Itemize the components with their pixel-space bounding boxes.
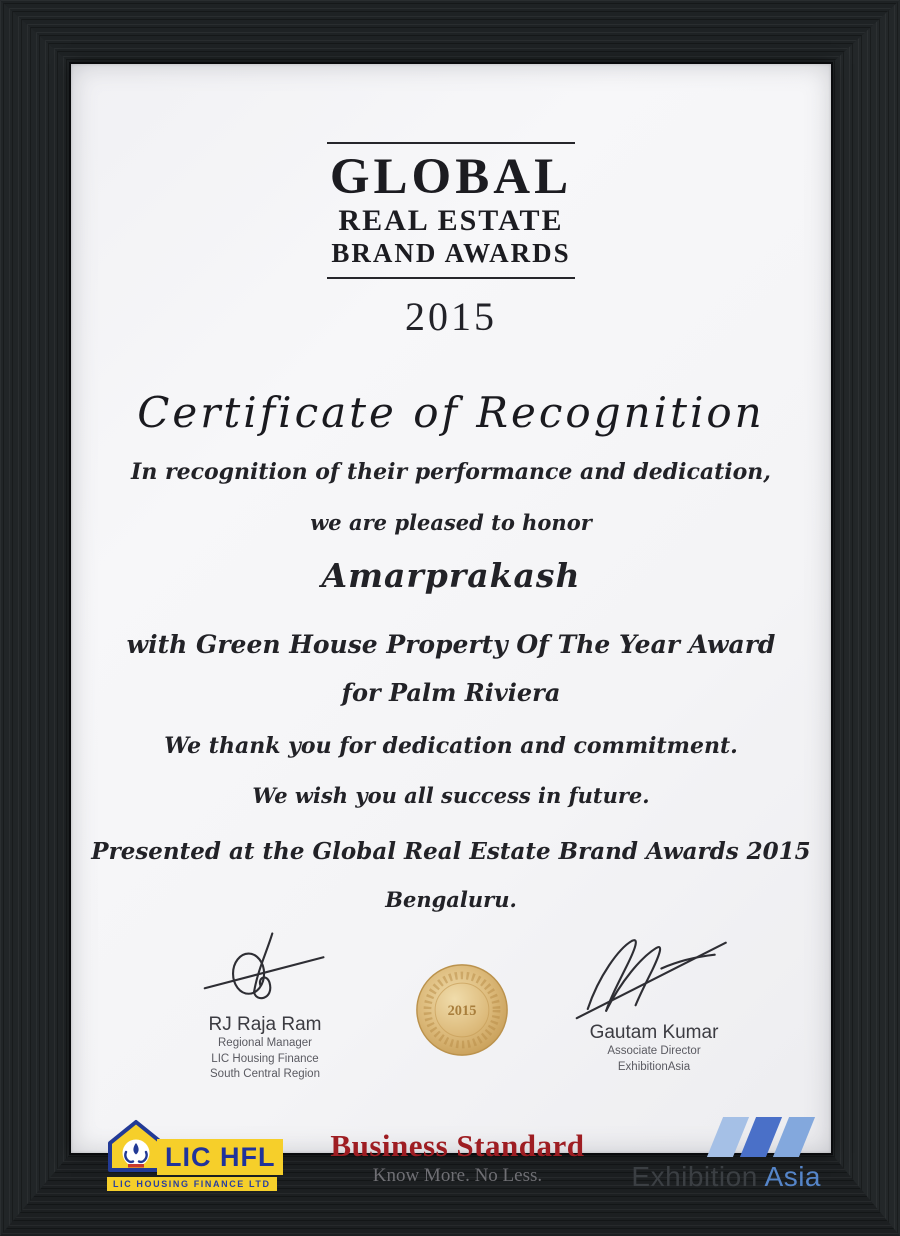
business-standard-tagline: Know More. No Less. (372, 1165, 543, 1187)
exhibition-asia-word2: Asia (764, 1160, 821, 1192)
signature-left-icon (190, 928, 340, 1012)
seal-year-text: 2015 (447, 1002, 477, 1019)
intro-line-2: we are pleased to honor (310, 510, 592, 536)
frame-right (831, 0, 900, 1236)
masthead-line3: BRAND AWARDS (331, 237, 571, 268)
signatory-left (135, 928, 395, 1083)
lic-hfl-wordmark: LIC HFL (157, 1139, 283, 1175)
signature-right-icon (570, 928, 738, 1020)
frame-left (0, 0, 71, 1236)
signatory-right (529, 928, 779, 1075)
masthead-line1: GLOBAL (329, 149, 573, 205)
signatory-left-title-3: South Central Region (210, 1068, 320, 1081)
exhibition-asia-logo (631, 1117, 821, 1193)
gold-seal-icon (414, 962, 510, 1058)
signatory-left-name: RJ Raja Ram (208, 1014, 322, 1036)
certificate-paper (71, 64, 831, 1192)
lic-hfl-logo (107, 1119, 283, 1191)
intro-line-1: In recognition of their performance and dedication, (131, 459, 771, 486)
recipient-name: Amarprakash (321, 556, 581, 596)
city-line: Bengaluru. (385, 887, 517, 913)
thanks-line-2: We wish you all success in future. (252, 783, 650, 809)
signatory-right-name: Gautam Kumar (589, 1022, 719, 1044)
lic-full-name: LIC HOUSING FINANCE LTD (107, 1177, 277, 1191)
signatory-left-title-2: LIC Housing Finance (211, 1052, 319, 1065)
exhibition-asia-word1: Exhibition (631, 1160, 765, 1192)
business-standard-logo (330, 1128, 584, 1187)
gold-seal (414, 962, 510, 1063)
masthead-year: 2015 (405, 294, 497, 340)
masthead-rule-top (327, 142, 575, 144)
signature-row (71, 912, 831, 1083)
masthead-rule-bottom (327, 277, 575, 279)
project-line: for Palm Riviera (341, 678, 561, 708)
awards-masthead (71, 64, 831, 340)
signatory-right-title-1: Associate Director (607, 1045, 701, 1058)
sponsor-logo-row (71, 1083, 831, 1193)
frame-top (0, 0, 900, 64)
certificate-content (71, 64, 831, 1192)
award-line: with Green House Property Of The Year Award (126, 630, 776, 660)
exhibition-asia-bars-icon (631, 1117, 807, 1157)
signatory-left-title-1: Regional Manager (218, 1037, 312, 1050)
certificate-title: Certificate of Recognition (137, 388, 765, 438)
thanks-line-1: We thank you for dedication and commitment. (164, 733, 738, 760)
signatory-right-title-2: ExhibitionAsia (617, 1060, 691, 1073)
business-standard-wordmark: Business Standard (330, 1128, 585, 1164)
masthead-line2: REAL ESTATE (338, 204, 564, 237)
presented-line: Presented at the Global Real Estate Brand Awards 2015 (91, 838, 811, 866)
